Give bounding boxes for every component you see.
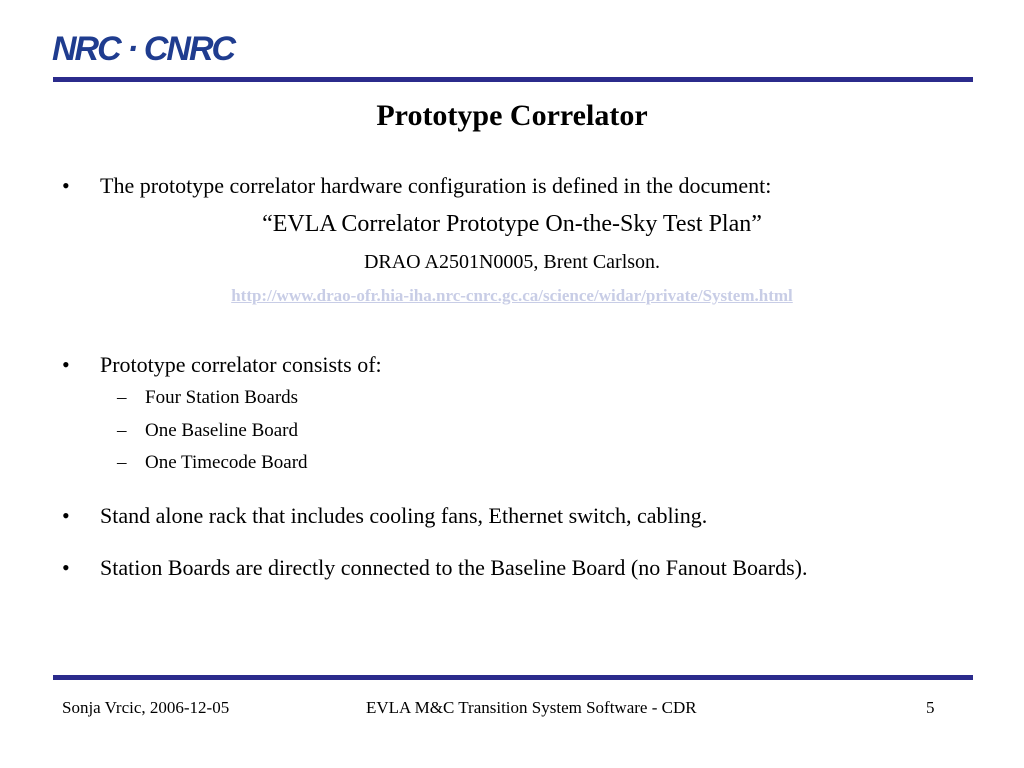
sub-item-text: One Timecode Board bbox=[145, 452, 308, 473]
sub-item-text: Four Station Boards bbox=[145, 387, 299, 408]
bullet-marker: • bbox=[62, 555, 70, 580]
bullet-marker: • bbox=[62, 503, 70, 528]
page-number: 5 bbox=[926, 698, 935, 717]
bullet-text: The prototype correlator hardware configuration is defined in the document: bbox=[100, 173, 772, 198]
top-divider bbox=[53, 77, 973, 82]
sub-item-text: One Baseline Board bbox=[145, 420, 299, 441]
bullet-marker: • bbox=[62, 173, 70, 198]
bullet-text: Station Boards are directly connected to the Baseline Board (no Fanout Boards). bbox=[100, 555, 808, 580]
sub-item-baseline-board bbox=[117, 419, 298, 443]
sub-item-station-boards bbox=[117, 386, 298, 410]
bullet-text: Prototype correlator consists of: bbox=[100, 352, 382, 377]
slide-title: Prototype Correlator bbox=[376, 99, 648, 132]
bullet-item-consists bbox=[62, 352, 382, 378]
document-link[interactable]: http://www.drao-ofr.hia-iha.nrc-cnrc.gc.ca/science/widar/private/System.html bbox=[231, 286, 793, 305]
footer-conference: EVLA M&C Transition System Software - CDR bbox=[366, 698, 697, 717]
footer-author: Sonja Vrcic, 2006-12-05 bbox=[62, 698, 230, 717]
bullet-marker: • bbox=[62, 352, 70, 377]
bullet-item-rack bbox=[62, 503, 707, 529]
dash-marker: – bbox=[117, 452, 127, 473]
dash-marker: – bbox=[117, 387, 127, 408]
bullet-text: Stand alone rack that includes cooling fans, Ethernet switch, cabling. bbox=[100, 503, 708, 528]
nrc-cnrc-logo: NRC · CNRC bbox=[52, 30, 235, 68]
document-title: “EVLA Correlator Prototype On-the-Sky Test Plan” bbox=[262, 211, 762, 237]
document-info: DRAO A2501N0005, Brent Carlson. bbox=[363, 251, 661, 273]
sub-item-timecode-board bbox=[117, 451, 308, 475]
dash-marker: – bbox=[117, 420, 127, 441]
bottom-divider bbox=[53, 675, 973, 680]
bullet-item-station-boards bbox=[62, 555, 807, 581]
bullet-item-document bbox=[62, 173, 771, 199]
